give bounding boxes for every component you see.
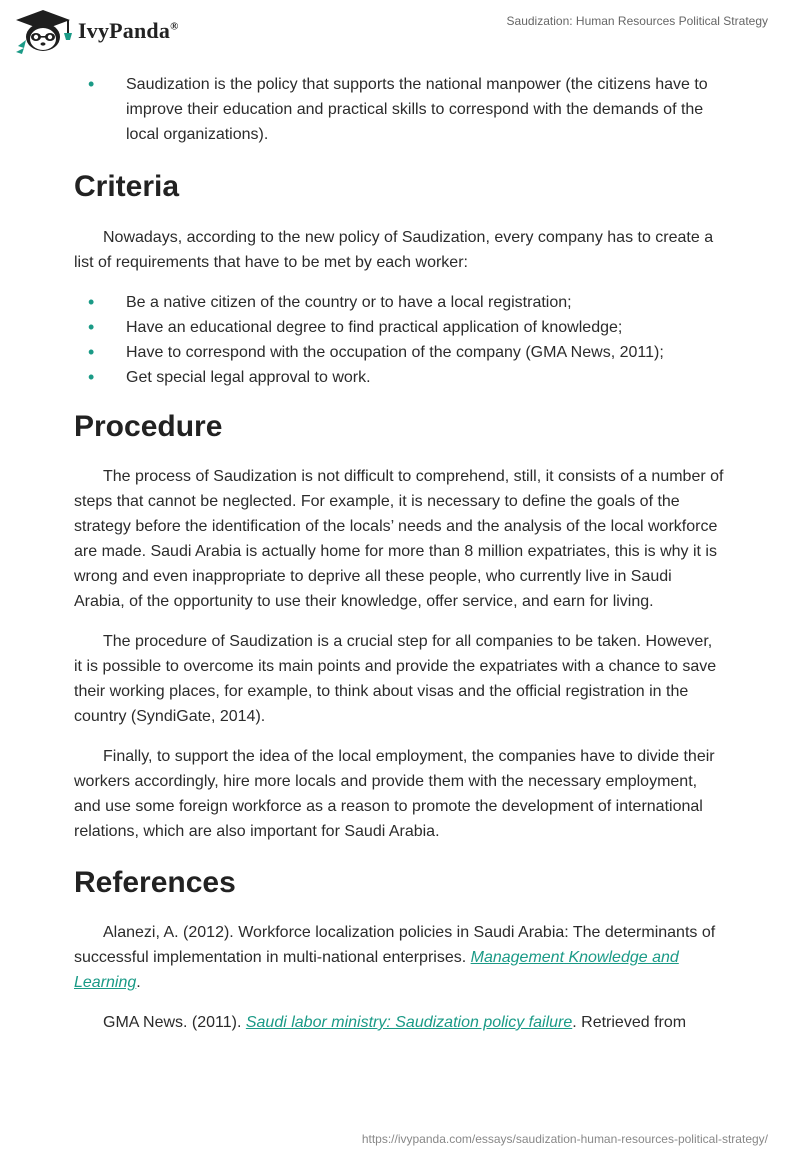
- list-item: [74, 315, 724, 340]
- procedure-heading: Procedure: [74, 410, 223, 443]
- reference-text: .: [136, 974, 141, 991]
- bullet-icon: •: [88, 317, 95, 337]
- criteria-heading: Criteria: [74, 170, 180, 203]
- source-url[interactable]: https://ivypanda.com/essays/saudization-human-resources-political-strategy/: [361, 1132, 768, 1146]
- procedure-paragraph: The process of Saudization is not difficult to comprehend, still, it consists of a number of steps that cannot be neglected. For example, it is necessary to define the goals of the strategy before the identification of the locals’ needs and the analysis of the local workforce are made. Saudi Arabia is actually home for more than 8 million expatriates, this is why it is wrong and even inappropriate to deprive all these people, who currently live in Saudi Arabia, of the opportunity to use their knowledge, offer service, and earn for living.: [74, 468, 724, 610]
- list-item: [74, 72, 724, 147]
- reference-text: Alanezi, A. (2012). Workforce localization policies in Saudi Arabia: The determinants of successful implementation in multi-national enterprises.: [74, 924, 716, 966]
- registered-mark: ®: [170, 20, 179, 33]
- reference-entry: [74, 1010, 724, 1035]
- list-item-text: Get special legal approval to work.: [126, 369, 371, 386]
- ivypanda-logo[interactable]: [14, 8, 179, 54]
- bullet-icon: •: [88, 292, 95, 312]
- reference-link[interactable]: Management Knowledge and Learning: [74, 949, 679, 991]
- list-item: [74, 290, 724, 315]
- panda-graduate-icon: [14, 8, 72, 54]
- procedure-paragraph: The procedure of Saudization is a crucial step for all companies to be taken. However, it is possible to overcome its main points and provide the expatriates with a chance to save their working places, for example, to think about visas and the official registration in the country (SyndiGate, 2014).: [74, 633, 717, 725]
- bullet-icon: •: [88, 342, 95, 362]
- list-item-text: Saudization is the policy that supports the national manpower (the citizens have to improve their education and practical skills to correspond with the demands of the local organizations).: [126, 76, 708, 143]
- document-title: Saudization: Human Resources Political Strategy: [506, 14, 768, 28]
- reference-text: . Retrieved from: [572, 1014, 687, 1031]
- procedure-paragraph: Finally, to support the idea of the local employment, the companies have to divide their workers accordingly, hire more locals and provide them with the necessary employment, and use some foreign workforce as a reason to promote the development of international relations, which are also important for Saudi Arabia.: [74, 748, 715, 840]
- reference-link[interactable]: Saudi labor ministry: Saudization policy failure: [245, 1014, 573, 1031]
- list-item: [74, 340, 724, 365]
- reference-entry: [74, 920, 724, 995]
- list-item-text: Be a native citizen of the country or to have a local registration;: [126, 294, 572, 311]
- reference-text: GMA News. (2011).: [103, 1014, 246, 1031]
- essay-body: [74, 70, 724, 1035]
- list-item-text: Have to correspond with the occupation of the company (GMA News, 2011);: [126, 344, 664, 361]
- criteria-paragraph: Nowadays, according to the new policy of Saudization, every company has to create a list of requirements that have to be met by each worker:: [74, 229, 714, 271]
- references-heading: References: [74, 866, 236, 899]
- list-item-text: Have an educational degree to find practical application of knowledge;: [126, 319, 623, 336]
- brand-name: IvyPanda®: [78, 18, 179, 43]
- bullet-icon: •: [88, 74, 95, 94]
- bullet-icon: •: [88, 367, 95, 387]
- intro-bullet-list: [74, 72, 724, 147]
- page-header: [0, 0, 800, 64]
- criteria-bullet-list: [74, 290, 724, 390]
- list-item: [74, 365, 724, 390]
